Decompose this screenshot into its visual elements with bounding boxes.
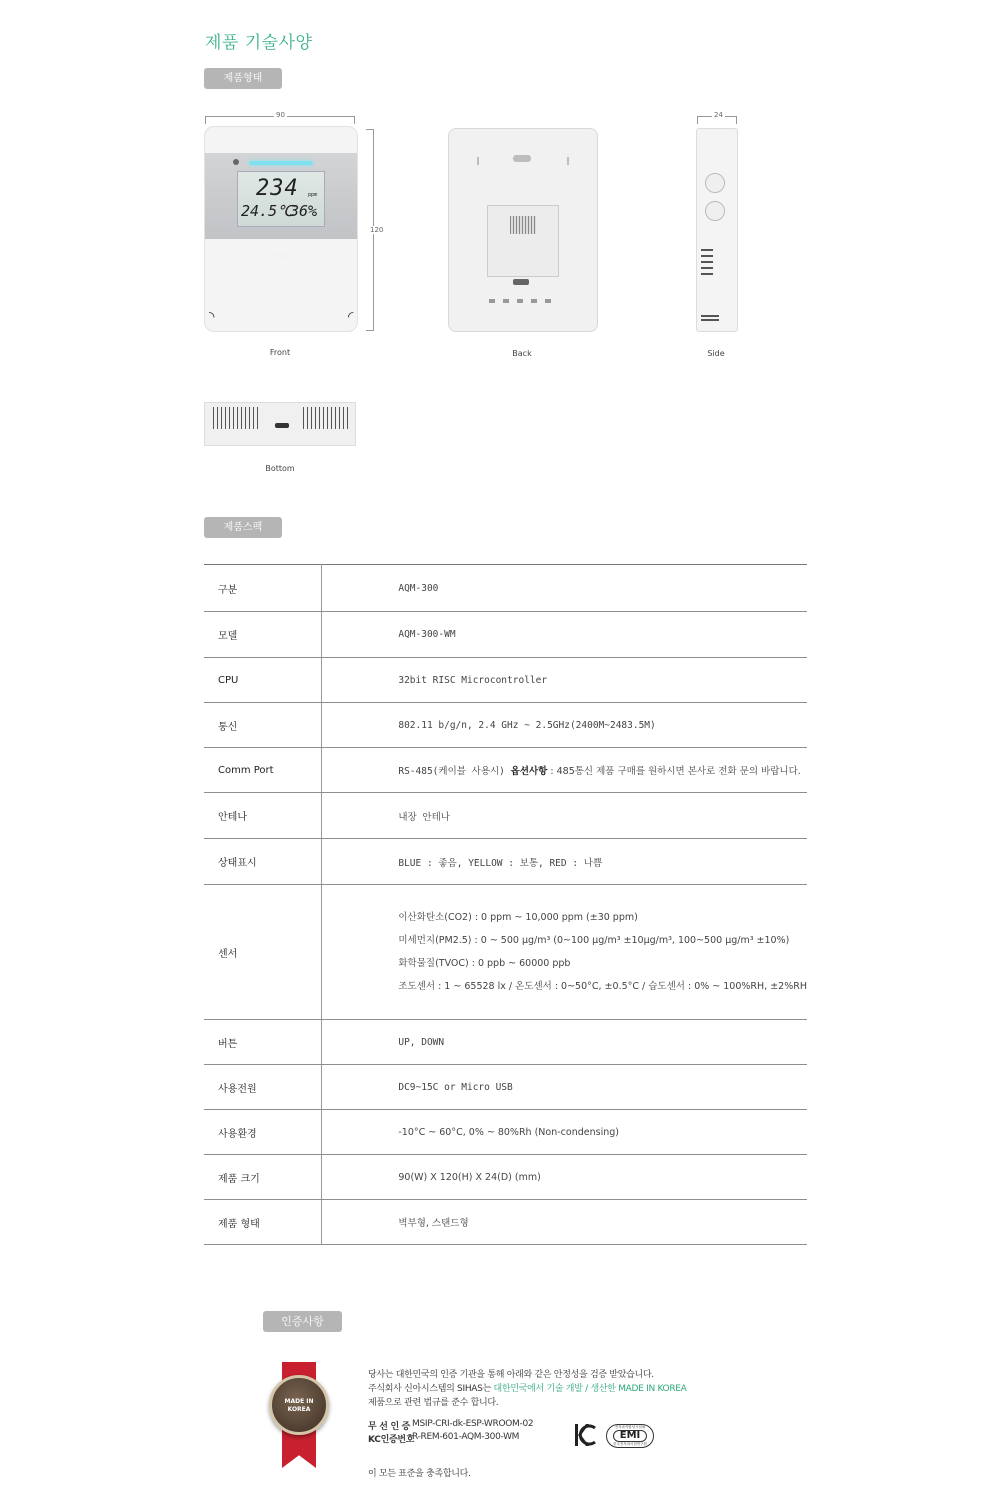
sensor-line: 미세먼지(PM2.5) : 0 ~ 500 µg/m³ (0~100 µg/m³ ±10µg/m³, 100~500 µg/m³ ±10%) (398, 935, 790, 946)
table-row (204, 703, 807, 748)
spec-value: 90(W) X 120(H) X 24(D) (mm) (322, 1155, 807, 1200)
terminal-block (510, 216, 536, 234)
option-note: : 485통신 제품 구매를 원하시면 본사로 전화 문의 바랍니다. (547, 766, 801, 777)
lcd-display (237, 171, 325, 227)
table-row (204, 793, 807, 839)
spec-value-sensor (322, 885, 807, 1020)
signal-icon: ◝ (209, 309, 215, 325)
spec-key: 구분 (204, 565, 322, 612)
side-view-image (696, 128, 738, 332)
spec-key: 사용환경 (204, 1110, 322, 1155)
lcd-unit: ppm (308, 192, 318, 198)
kc-mark-icon (574, 1422, 596, 1448)
spec-key: Comm Port (204, 748, 322, 793)
up-button-side (705, 173, 725, 193)
sensor-line: 조도센서 : 1 ~ 65528 lx / 온도센서 : 0~50°C, ±0.5°C / 습도센서 : 0% ~ 100%RH, ±2%RH (398, 981, 807, 992)
spec-value: UP, DOWN (322, 1020, 807, 1065)
emi-bottom-text: 한국전자파시험연구원 (613, 1442, 647, 1446)
wireless-cert-label: 무 선 인 증 (368, 1422, 411, 1432)
cert-footer: 이 모든 표준을 충족합니다. (368, 1469, 471, 1479)
bottom-vent-right (303, 407, 349, 429)
comm-port-value: RS-485(케이블 사용시) (398, 766, 505, 777)
status-led (249, 161, 313, 165)
table-row (204, 1110, 807, 1155)
side-caption: Side (707, 349, 725, 358)
depth-dimension-label: 24 (714, 111, 723, 119)
sensor-line: 화학물질(TVOC) : 0 ppb ~ 60000 ppb (398, 958, 571, 969)
section-label-cert: 인증사항 (263, 1311, 342, 1332)
back-connector-panel (487, 205, 559, 277)
page-title: 제품 기술사양 (205, 33, 313, 53)
spec-key: 센서 (204, 885, 322, 1020)
spec-key: 모델 (204, 612, 322, 658)
side-vent (701, 267, 713, 269)
back-view-image (448, 128, 598, 332)
down-button-side (705, 201, 725, 221)
side-vent (701, 319, 719, 321)
spec-key: 상태표시 (204, 839, 322, 885)
lcd-temp-value: 24.5℃ (241, 202, 294, 220)
sensor-line: 이산화탄소(CO2) : 0 ppm ~ 10,000 ppm (±30 ppm) (398, 912, 638, 923)
table-row (204, 1065, 807, 1110)
bottom-view-image (204, 402, 356, 446)
usb-port (513, 279, 529, 285)
spec-key: CPU (204, 658, 322, 703)
spec-value: 802.11 b/g/n, 2.4 GHz ~ 2.5GHz(2400M~2483.5M) (322, 703, 807, 748)
signal-icon: ◝ (347, 309, 353, 325)
spec-key: 통신 (204, 703, 322, 748)
corner-mark (567, 157, 569, 165)
wireless-cert-value: MSIP-CRI-dk-ESP-WROOM-02 (412, 1419, 534, 1429)
side-vent (701, 255, 713, 257)
spec-value: -10°C ~ 60°C, 0% ~ 80%Rh (Non-condensing) (322, 1110, 807, 1155)
corner-mark (477, 157, 479, 165)
side-vent (701, 273, 713, 275)
section-label-form: 제품형태 (204, 68, 282, 89)
table-row (204, 612, 807, 658)
bottom-caption: Bottom (265, 464, 295, 473)
section-label-spec: 제품스펙 (204, 517, 282, 538)
side-vent (701, 249, 713, 251)
kc-cert-value: R-REM-601-AQM-300-WM (412, 1432, 520, 1442)
table-row (204, 885, 807, 1020)
cert-intro-line: 주식회사 신아시스템의 SIHAS는 대한민국에서 기술 개발 / 생산한 MADE IN KOREA (368, 1384, 687, 1394)
table-row (204, 748, 807, 793)
badge-text: MADE IN KOREA (284, 1398, 314, 1413)
spec-key: 제품 형태 (204, 1200, 322, 1245)
spec-value: DC9~15C or Micro USB (322, 1065, 807, 1110)
spec-key: 버튼 (204, 1020, 322, 1065)
side-vent (701, 261, 713, 263)
micro-usb-port (275, 423, 289, 428)
table-row (204, 1200, 807, 1245)
spec-value: AQM-300 (322, 565, 807, 612)
table-row (204, 565, 807, 612)
table-row (204, 1020, 807, 1065)
front-view-image (204, 126, 358, 332)
option-label: 옵션사항 (510, 766, 548, 777)
bottom-vent-left (213, 407, 259, 429)
spec-key: 제품 크기 (204, 1155, 322, 1200)
medal (269, 1375, 329, 1435)
width-dimension-label: 90 (276, 111, 285, 119)
made-in-korea-highlight: 대한민국에서 기술 개발 / 생산한 MADE IN KOREA (493, 1384, 687, 1394)
cert-intro-line: 제품으로 관련 법규를 준수 합니다. (368, 1398, 499, 1408)
sensor-dot (233, 159, 239, 165)
spec-value: 벽부형, 스탠드형 (322, 1200, 807, 1245)
brand-logo: SIHAS (269, 253, 293, 260)
made-in-korea-badge (268, 1362, 330, 1468)
table-row (204, 1155, 807, 1200)
emi-top-text: 전자파적합성시험필 (614, 1425, 646, 1429)
vent-slots (489, 299, 559, 303)
kc-cert-label: KC인증번호 (368, 1435, 415, 1445)
spec-key: 사용전원 (204, 1065, 322, 1110)
front-caption: Front (269, 348, 291, 357)
cert-intro-line: 당사는 대한민국의 인증 기관을 통해 아래와 같은 안정성을 검증 받았습니다. (368, 1370, 654, 1380)
spec-key: 안테나 (204, 793, 322, 839)
side-vent (701, 315, 719, 317)
emi-mark-icon (606, 1424, 654, 1448)
emi-label: EMI (613, 1430, 647, 1442)
lcd-co2-value: 234 (256, 176, 299, 201)
mount-hole (513, 155, 531, 162)
spec-value: BLUE : 좋음, YELLOW : 보통, RED : 나쁨 (322, 839, 807, 885)
front-panel (205, 153, 357, 260)
spec-value: AQM-300-WM (322, 612, 807, 658)
height-dimension-label: 120 (370, 226, 384, 234)
back-caption: Back (512, 349, 532, 358)
spec-value: 내장 안테나 (322, 793, 807, 839)
table-row (204, 839, 807, 885)
table-row (204, 658, 807, 703)
lcd-humidity-value: 36% (290, 202, 318, 220)
spec-value: 32bit RISC Microcontroller (322, 658, 807, 703)
spec-value (322, 748, 807, 793)
spec-table (204, 564, 807, 1245)
